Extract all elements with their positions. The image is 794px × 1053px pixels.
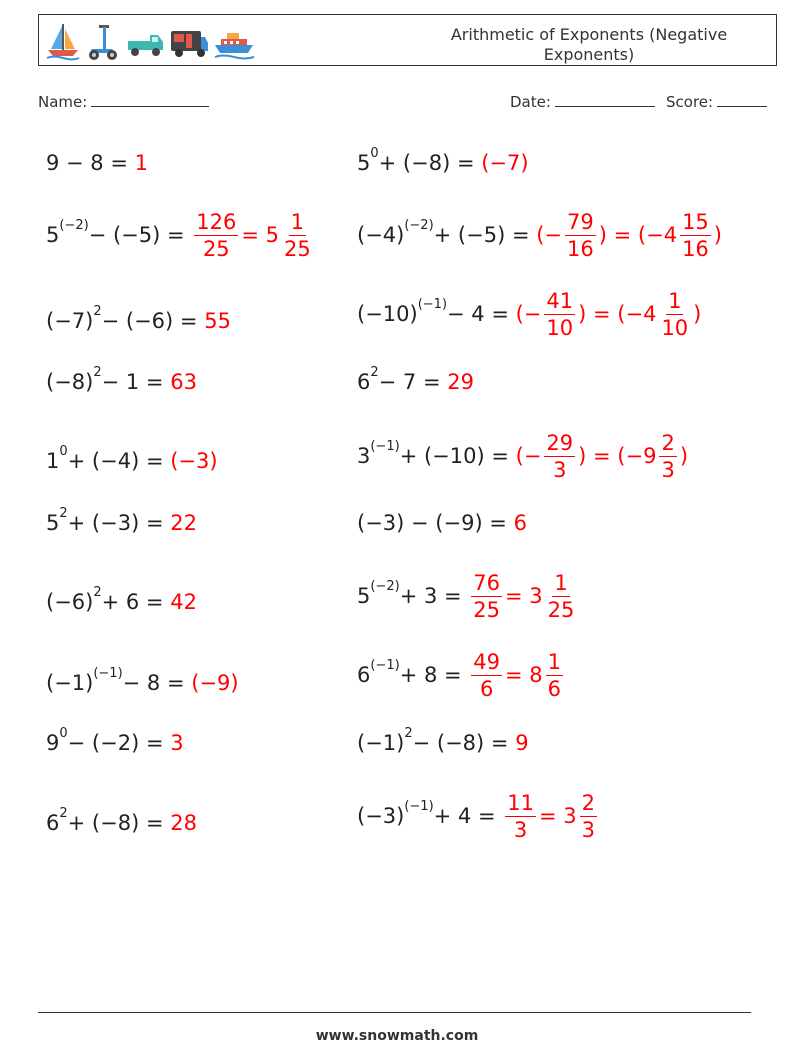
- base: (−8): [46, 370, 94, 394]
- question-rest: − (−8) =: [412, 731, 509, 755]
- problem-8: [357, 352, 474, 412]
- base: 5: [357, 151, 371, 175]
- problem-11: [46, 493, 197, 553]
- answer: 55: [204, 309, 231, 333]
- problem-1: [46, 133, 148, 193]
- problem-16: [357, 645, 566, 705]
- name-blank[interactable]: [91, 92, 209, 107]
- question-rest: + (−4) =: [67, 449, 164, 473]
- question: (−3) − (−9) =: [357, 511, 507, 535]
- problem-19: [46, 793, 197, 853]
- base: 3: [357, 444, 371, 468]
- footer-divider: [38, 1012, 751, 1013]
- question-rest: − 7 =: [378, 370, 441, 394]
- exponent: (−2): [59, 217, 89, 233]
- mixed-fraction: $\frac{1}{10}$: [661, 288, 689, 340]
- problem-4: [357, 205, 722, 265]
- question-rest: − 1 =: [101, 370, 164, 394]
- fraction: $\frac{49}{6}$: [473, 649, 501, 701]
- problem-7: [46, 352, 197, 412]
- question-rest: + 8 =: [399, 663, 462, 687]
- answer: $\frac{126}{25}$ = 5 $\frac{1}{25}$: [196, 209, 311, 261]
- problem-5: [46, 291, 231, 351]
- pickup-truck-icon: [125, 21, 165, 61]
- exponent: (−1): [417, 296, 448, 312]
- answer: (−7): [481, 151, 529, 175]
- score-label: Score:: [666, 93, 714, 111]
- question-rest: + 3 =: [399, 584, 462, 608]
- answer: (− $\frac{29}{3}$ ) = (−9 $\frac{2}{3}$ ): [515, 430, 689, 482]
- camper-van-icon: [169, 21, 209, 61]
- base: 5: [357, 584, 371, 608]
- exponent: 0: [59, 725, 68, 741]
- problem-20: [357, 786, 600, 846]
- date-field: [510, 92, 655, 111]
- exponent: (−1): [370, 438, 400, 454]
- date-label: Date:: [510, 93, 551, 111]
- base: (−3): [357, 804, 405, 828]
- score-blank[interactable]: [717, 92, 767, 107]
- question-rest: + (−8) =: [67, 811, 164, 835]
- mixed-fraction: $\frac{1}{25}$: [547, 570, 575, 622]
- question-rest: + 4 =: [433, 804, 496, 828]
- score-field: [666, 92, 767, 111]
- answer: 63: [170, 370, 197, 394]
- problem-3: [46, 205, 316, 265]
- exponent: 0: [59, 443, 68, 459]
- base: 9: [46, 731, 60, 755]
- question: 9 − 8 =: [46, 151, 128, 175]
- fraction: $\frac{79}{16}$: [567, 209, 594, 261]
- problem-6: [357, 284, 701, 344]
- mixed-fraction: $\frac{15}{16}$: [682, 209, 709, 261]
- fraction: $\frac{29}{3}$: [546, 430, 574, 482]
- answer: (− $\frac{79}{16}$ ) = (−4 $\frac{15}{16}$ ): [536, 209, 722, 261]
- problem-14: [357, 566, 579, 626]
- problem-13: [46, 572, 197, 632]
- question-rest: − 4 =: [447, 302, 509, 326]
- question-rest: + (−10) =: [399, 444, 509, 468]
- exponent: 2: [59, 505, 68, 521]
- mixed-fraction: $\frac{2}{3}$: [661, 430, 675, 482]
- answer: 42: [170, 590, 197, 614]
- problem-18: [357, 713, 529, 773]
- header-icons: [45, 21, 255, 61]
- question-rest: − (−2) =: [67, 731, 164, 755]
- problem-15: [46, 653, 239, 713]
- base: (−7): [46, 309, 94, 333]
- exponent: 2: [59, 805, 68, 821]
- base: (−1): [46, 671, 94, 695]
- mixed-fraction: $\frac{1}{25}$: [284, 209, 311, 261]
- answer: 9: [515, 731, 529, 755]
- answer: (− $\frac{41}{10}$ ) = (−4 $\frac{1}{10}$ ): [515, 288, 702, 340]
- fraction: $\frac{76}{25}$: [473, 570, 501, 622]
- base: 6: [357, 370, 371, 394]
- answer: 6: [513, 511, 527, 535]
- answer: $\frac{11}{3}$ = 3 $\frac{2}{3}$: [507, 790, 595, 842]
- answer: (−3): [170, 449, 218, 473]
- question-rest: − (−6) =: [101, 309, 198, 333]
- answer: $\frac{49}{6}$ = 8 $\frac{1}{6}$: [473, 649, 562, 701]
- problem-12: [357, 493, 527, 553]
- question-rest: − (−5) =: [88, 223, 185, 247]
- question-rest: + (−5) =: [433, 223, 530, 247]
- name-label: Name:: [38, 93, 88, 111]
- name-field: [38, 92, 209, 111]
- answer: (−9): [191, 671, 239, 695]
- answer: 29: [447, 370, 474, 394]
- fraction: $\frac{126}{25}$: [196, 209, 237, 261]
- fraction: $\frac{41}{10}$: [546, 288, 574, 340]
- ferry-icon: [213, 21, 255, 61]
- question-rest: − 8 =: [122, 671, 185, 695]
- answer: 1: [134, 151, 149, 175]
- question-rest: + (−8) =: [378, 151, 475, 175]
- exponent: 2: [404, 725, 413, 741]
- footer-website[interactable]: www.snowmath.com: [315, 1028, 479, 1044]
- exponent: (−2): [404, 217, 434, 233]
- problem-10: [357, 426, 688, 486]
- answer: 3: [170, 731, 184, 755]
- sailboat-icon: [45, 21, 81, 61]
- exponent: 2: [370, 364, 379, 380]
- exponent: (−1): [404, 798, 434, 814]
- scooter-icon: [85, 21, 121, 61]
- exponent: (−1): [370, 657, 400, 673]
- exponent: (−1): [93, 665, 123, 681]
- question-rest: + (−3) =: [67, 511, 164, 535]
- base: (−1): [357, 731, 405, 755]
- answer: $\frac{76}{25}$ = 3 $\frac{1}{25}$: [473, 570, 575, 622]
- date-blank[interactable]: [555, 92, 655, 107]
- answer: 22: [170, 511, 197, 535]
- problem-17: [46, 713, 184, 773]
- worksheet-header: [38, 14, 777, 66]
- fraction: $\frac{11}{3}$: [507, 790, 534, 842]
- base: 6: [357, 663, 371, 687]
- base: (−10): [357, 302, 418, 326]
- base: 5: [46, 511, 60, 535]
- mixed-fraction: $\frac{2}{3}$: [581, 790, 595, 842]
- exponent: 2: [93, 364, 102, 380]
- base: 1: [46, 449, 60, 473]
- problem-2: [357, 133, 529, 193]
- base: 6: [46, 811, 60, 835]
- mixed-fraction: $\frac{1}{6}$: [547, 649, 562, 701]
- problem-9: [46, 431, 218, 491]
- exponent: 2: [93, 303, 102, 319]
- exponent: (−2): [370, 578, 400, 594]
- exponent: 2: [93, 584, 102, 600]
- base: 5: [46, 223, 60, 247]
- question-rest: + 6 =: [101, 590, 164, 614]
- worksheet-title: Arithmetic of Exponents (Negative Exponents): [450, 25, 728, 64]
- base: (−4): [357, 223, 405, 247]
- exponent: 0: [370, 145, 379, 161]
- answer: 28: [170, 811, 197, 835]
- base: (−6): [46, 590, 94, 614]
